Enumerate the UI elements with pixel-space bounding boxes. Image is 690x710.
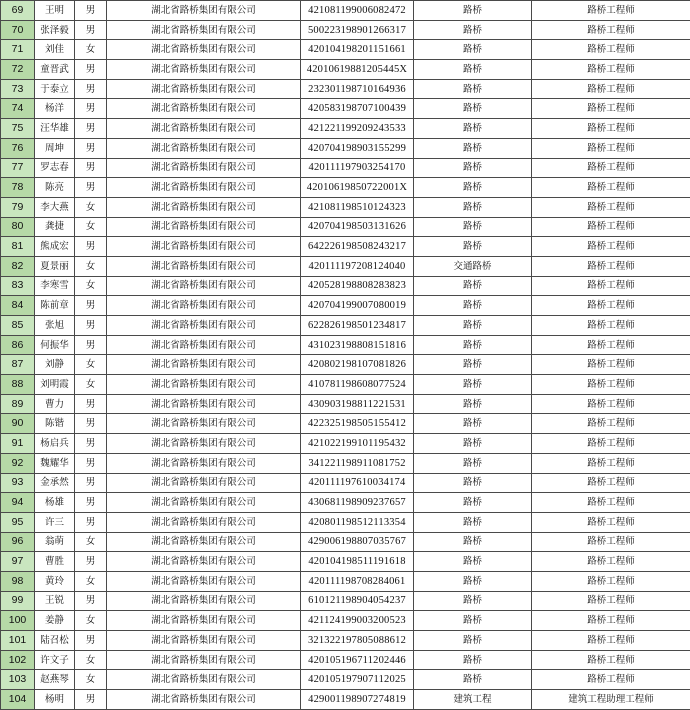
major-cell[interactable]: 路桥 — [414, 296, 532, 316]
id-number-cell[interactable]: 232301198710164936 — [301, 79, 414, 99]
id-number-cell[interactable]: 341221198911081752 — [301, 453, 414, 473]
gender-cell[interactable]: 男 — [75, 158, 107, 178]
company-cell[interactable]: 湖北省路桥集团有限公司 — [107, 631, 301, 651]
id-number-cell[interactable]: 420528198808283823 — [301, 276, 414, 296]
id-number-cell[interactable]: 420111197903254170 — [301, 158, 414, 178]
gender-cell[interactable]: 男 — [75, 237, 107, 257]
company-cell[interactable]: 湖北省路桥集团有限公司 — [107, 178, 301, 198]
major-cell[interactable]: 路桥 — [414, 591, 532, 611]
title-cell[interactable]: 路桥工程师 — [532, 375, 690, 395]
row-number-cell[interactable]: 90 — [1, 414, 35, 434]
table-row — [1, 473, 690, 493]
row-number-cell[interactable]: 87 — [1, 355, 35, 375]
gender-cell[interactable]: 男 — [75, 138, 107, 158]
gender-cell[interactable]: 女 — [75, 217, 107, 237]
gender-cell[interactable]: 男 — [75, 178, 107, 198]
id-number-cell[interactable]: 429001198907274819 — [301, 690, 414, 710]
name-cell[interactable]: 龚捷 — [35, 217, 75, 237]
title-cell[interactable]: 路桥工程师 — [532, 79, 690, 99]
company-cell[interactable]: 湖北省路桥集团有限公司 — [107, 296, 301, 316]
major-cell[interactable]: 交通路桥 — [414, 256, 532, 276]
title-cell[interactable]: 路桥工程师 — [532, 296, 690, 316]
gender-cell[interactable]: 女 — [75, 670, 107, 690]
name-cell[interactable]: 陈亮 — [35, 178, 75, 198]
id-number-cell[interactable]: 642226198508243217 — [301, 237, 414, 257]
row-number-cell[interactable]: 71 — [1, 40, 35, 60]
table-row — [1, 296, 690, 316]
table-body — [1, 1, 690, 710]
major-cell[interactable]: 路桥 — [414, 453, 532, 473]
gender-cell[interactable]: 男 — [75, 690, 107, 710]
row-number-cell[interactable]: 86 — [1, 335, 35, 355]
table-row — [1, 1, 690, 21]
gender-cell[interactable]: 女 — [75, 375, 107, 395]
major-cell[interactable]: 路桥 — [414, 40, 532, 60]
id-number-cell[interactable]: 410781198608077524 — [301, 375, 414, 395]
table-row — [1, 158, 690, 178]
gender-cell[interactable]: 女 — [75, 256, 107, 276]
company-cell[interactable]: 湖北省路桥集团有限公司 — [107, 99, 301, 119]
row-number-cell[interactable]: 93 — [1, 473, 35, 493]
name-cell[interactable]: 童晋武 — [35, 60, 75, 80]
id-number-cell[interactable]: 430903198811221531 — [301, 394, 414, 414]
gender-cell[interactable]: 男 — [75, 79, 107, 99]
company-cell[interactable]: 湖北省路桥集团有限公司 — [107, 119, 301, 139]
major-cell[interactable]: 路桥 — [414, 552, 532, 572]
company-cell[interactable]: 湖北省路桥集团有限公司 — [107, 650, 301, 670]
id-number-cell[interactable]: 420802198107081826 — [301, 355, 414, 375]
row-number-cell[interactable]: 80 — [1, 217, 35, 237]
table-row — [1, 355, 690, 375]
company-cell[interactable]: 湖北省路桥集团有限公司 — [107, 158, 301, 178]
title-cell[interactable]: 路桥工程师 — [532, 158, 690, 178]
major-cell[interactable]: 路桥 — [414, 60, 532, 80]
title-cell[interactable]: 路桥工程师 — [532, 138, 690, 158]
title-cell[interactable]: 路桥工程师 — [532, 552, 690, 572]
id-number-cell[interactable]: 500223198901266317 — [301, 20, 414, 40]
title-cell[interactable]: 路桥工程师 — [532, 591, 690, 611]
name-cell[interactable]: 王明 — [35, 1, 75, 21]
major-cell[interactable]: 建筑工程 — [414, 690, 532, 710]
row-number-cell[interactable]: 96 — [1, 532, 35, 552]
row-number-cell[interactable]: 83 — [1, 276, 35, 296]
id-number-cell[interactable]: 420111198708284061 — [301, 571, 414, 591]
table-row — [1, 532, 690, 552]
row-number-cell[interactable]: 81 — [1, 237, 35, 257]
row-number-cell[interactable]: 79 — [1, 197, 35, 217]
row-number-cell[interactable]: 100 — [1, 611, 35, 631]
table-row — [1, 650, 690, 670]
name-cell[interactable]: 陈前章 — [35, 296, 75, 316]
major-cell[interactable]: 路桥 — [414, 670, 532, 690]
title-cell[interactable]: 路桥工程师 — [532, 276, 690, 296]
id-number-cell[interactable]: 431023198808151816 — [301, 335, 414, 355]
title-cell[interactable]: 路桥工程师 — [532, 434, 690, 454]
table-row — [1, 60, 690, 80]
gender-cell[interactable]: 女 — [75, 532, 107, 552]
id-number-cell[interactable]: 610121198904054237 — [301, 591, 414, 611]
table-row — [1, 256, 690, 276]
name-cell[interactable]: 刘静 — [35, 355, 75, 375]
row-number-cell[interactable]: 94 — [1, 493, 35, 513]
major-cell[interactable]: 路桥 — [414, 631, 532, 651]
major-cell[interactable]: 路桥 — [414, 197, 532, 217]
major-cell[interactable]: 路桥 — [414, 20, 532, 40]
name-cell[interactable]: 杨启兵 — [35, 434, 75, 454]
table-row — [1, 217, 690, 237]
company-cell[interactable]: 湖北省路桥集团有限公司 — [107, 79, 301, 99]
name-cell[interactable]: 杨洋 — [35, 99, 75, 119]
title-cell[interactable]: 路桥工程师 — [532, 256, 690, 276]
gender-cell[interactable]: 女 — [75, 611, 107, 631]
gender-cell[interactable]: 男 — [75, 20, 107, 40]
company-cell[interactable]: 湖北省路桥集团有限公司 — [107, 237, 301, 257]
row-number-cell[interactable]: 99 — [1, 591, 35, 611]
major-cell[interactable]: 路桥 — [414, 355, 532, 375]
gender-cell[interactable]: 男 — [75, 119, 107, 139]
company-cell[interactable]: 湖北省路桥集团有限公司 — [107, 434, 301, 454]
id-number-cell[interactable]: 420104198511191618 — [301, 552, 414, 572]
name-cell[interactable]: 刘明霞 — [35, 375, 75, 395]
table-row — [1, 394, 690, 414]
company-cell[interactable]: 湖北省路桥集团有限公司 — [107, 375, 301, 395]
id-number-cell[interactable]: 420704198503131626 — [301, 217, 414, 237]
title-cell[interactable]: 路桥工程师 — [532, 394, 690, 414]
id-number-cell[interactable]: 421081199006082472 — [301, 1, 414, 21]
title-cell[interactable]: 路桥工程师 — [532, 493, 690, 513]
row-number-cell[interactable]: 101 — [1, 631, 35, 651]
row-number-cell[interactable]: 97 — [1, 552, 35, 572]
id-number-cell[interactable]: 42010619881205445X — [301, 60, 414, 80]
major-cell[interactable]: 路桥 — [414, 276, 532, 296]
title-cell[interactable]: 路桥工程师 — [532, 355, 690, 375]
major-cell[interactable]: 路桥 — [414, 375, 532, 395]
gender-cell[interactable]: 女 — [75, 276, 107, 296]
table-row — [1, 690, 690, 710]
id-number-cell[interactable]: 420105196711202446 — [301, 650, 414, 670]
row-number-cell[interactable]: 92 — [1, 453, 35, 473]
row-number-cell[interactable]: 104 — [1, 690, 35, 710]
gender-cell[interactable]: 男 — [75, 434, 107, 454]
title-cell[interactable]: 路桥工程师 — [532, 1, 690, 21]
id-number-cell[interactable]: 421022199101195432 — [301, 434, 414, 454]
gender-cell[interactable]: 男 — [75, 631, 107, 651]
major-cell[interactable]: 路桥 — [414, 138, 532, 158]
major-cell[interactable]: 路桥 — [414, 119, 532, 139]
gender-cell[interactable]: 男 — [75, 414, 107, 434]
id-number-cell[interactable]: 42010619850722001X — [301, 178, 414, 198]
company-cell[interactable]: 湖北省路桥集团有限公司 — [107, 512, 301, 532]
name-cell[interactable]: 许文子 — [35, 650, 75, 670]
row-number-cell[interactable]: 98 — [1, 571, 35, 591]
id-number-cell[interactable]: 420801198512113354 — [301, 512, 414, 532]
company-cell[interactable]: 湖北省路桥集团有限公司 — [107, 60, 301, 80]
gender-cell[interactable]: 男 — [75, 316, 107, 336]
company-cell[interactable]: 湖北省路桥集团有限公司 — [107, 1, 301, 21]
table-row — [1, 276, 690, 296]
table-row — [1, 335, 690, 355]
gender-cell[interactable]: 男 — [75, 591, 107, 611]
name-cell[interactable]: 李寒雪 — [35, 276, 75, 296]
company-cell[interactable]: 湖北省路桥集团有限公司 — [107, 571, 301, 591]
company-cell[interactable]: 湖北省路桥集团有限公司 — [107, 20, 301, 40]
row-number-cell[interactable]: 74 — [1, 99, 35, 119]
gender-cell[interactable]: 男 — [75, 99, 107, 119]
company-cell[interactable]: 湖北省路桥集团有限公司 — [107, 138, 301, 158]
name-cell[interactable]: 汪华雄 — [35, 119, 75, 139]
table-row — [1, 375, 690, 395]
table-row — [1, 316, 690, 336]
table-row — [1, 512, 690, 532]
row-number-cell[interactable]: 75 — [1, 119, 35, 139]
id-number-cell[interactable]: 321322197805088612 — [301, 631, 414, 651]
title-cell[interactable]: 路桥工程师 — [532, 611, 690, 631]
name-cell[interactable]: 陆召松 — [35, 631, 75, 651]
row-number-cell[interactable]: 89 — [1, 394, 35, 414]
major-cell[interactable]: 路桥 — [414, 650, 532, 670]
row-number-cell[interactable]: 72 — [1, 60, 35, 80]
row-number-cell[interactable]: 76 — [1, 138, 35, 158]
table-row — [1, 453, 690, 473]
gender-cell[interactable]: 男 — [75, 335, 107, 355]
table-row — [1, 237, 690, 257]
title-cell[interactable]: 路桥工程师 — [532, 99, 690, 119]
id-number-cell[interactable]: 429006198807035767 — [301, 532, 414, 552]
name-cell[interactable]: 曹胜 — [35, 552, 75, 572]
row-number-cell[interactable]: 84 — [1, 296, 35, 316]
title-cell[interactable]: 路桥工程师 — [532, 670, 690, 690]
name-cell[interactable]: 曹力 — [35, 394, 75, 414]
title-cell[interactable]: 路桥工程师 — [532, 217, 690, 237]
title-cell[interactable]: 建筑工程助理工程师 — [532, 690, 690, 710]
company-cell[interactable]: 湖北省路桥集团有限公司 — [107, 591, 301, 611]
title-cell[interactable]: 路桥工程师 — [532, 119, 690, 139]
gender-cell[interactable]: 男 — [75, 493, 107, 513]
name-cell[interactable]: 魏耀华 — [35, 453, 75, 473]
table-row — [1, 99, 690, 119]
table-row — [1, 79, 690, 99]
id-number-cell[interactable]: 422325198505155412 — [301, 414, 414, 434]
row-number-cell[interactable]: 70 — [1, 20, 35, 40]
title-cell[interactable]: 路桥工程师 — [532, 316, 690, 336]
table-row — [1, 20, 690, 40]
table-row — [1, 138, 690, 158]
title-cell[interactable]: 路桥工程师 — [532, 414, 690, 434]
table-row — [1, 434, 690, 454]
major-cell[interactable]: 路桥 — [414, 79, 532, 99]
name-cell[interactable]: 张泽毅 — [35, 20, 75, 40]
company-cell[interactable]: 湖北省路桥集团有限公司 — [107, 690, 301, 710]
row-number-cell[interactable]: 69 — [1, 1, 35, 21]
company-cell[interactable]: 湖北省路桥集团有限公司 — [107, 394, 301, 414]
gender-cell[interactable]: 男 — [75, 552, 107, 572]
company-cell[interactable]: 湖北省路桥集团有限公司 — [107, 473, 301, 493]
table-row — [1, 178, 690, 198]
major-cell[interactable]: 路桥 — [414, 473, 532, 493]
row-number-cell[interactable]: 103 — [1, 670, 35, 690]
name-cell[interactable]: 张旭 — [35, 316, 75, 336]
table-row — [1, 119, 690, 139]
company-cell[interactable]: 湖北省路桥集团有限公司 — [107, 355, 301, 375]
name-cell[interactable]: 王锐 — [35, 591, 75, 611]
table-row — [1, 571, 690, 591]
company-cell[interactable]: 湖北省路桥集团有限公司 — [107, 256, 301, 276]
row-number-cell[interactable]: 88 — [1, 375, 35, 395]
name-cell[interactable]: 周坤 — [35, 138, 75, 158]
name-cell[interactable]: 何振华 — [35, 335, 75, 355]
gender-cell[interactable]: 女 — [75, 197, 107, 217]
gender-cell[interactable]: 男 — [75, 296, 107, 316]
id-number-cell[interactable]: 421124199003200523 — [301, 611, 414, 631]
company-cell[interactable]: 湖北省路桥集团有限公司 — [107, 217, 301, 237]
name-cell[interactable]: 黄玲 — [35, 571, 75, 591]
id-number-cell[interactable]: 420104198201151661 — [301, 40, 414, 60]
company-cell[interactable]: 湖北省路桥集团有限公司 — [107, 197, 301, 217]
gender-cell[interactable]: 男 — [75, 1, 107, 21]
id-number-cell[interactable]: 420704198903155299 — [301, 138, 414, 158]
name-cell[interactable]: 李大燕 — [35, 197, 75, 217]
title-cell[interactable]: 路桥工程师 — [532, 197, 690, 217]
table-row — [1, 591, 690, 611]
table-row — [1, 552, 690, 572]
row-number-cell[interactable]: 73 — [1, 79, 35, 99]
id-number-cell[interactable]: 420111197208124040 — [301, 256, 414, 276]
id-number-cell[interactable]: 420105197907112025 — [301, 670, 414, 690]
company-cell[interactable]: 湖北省路桥集团有限公司 — [107, 611, 301, 631]
id-number-cell[interactable]: 421081198510124323 — [301, 197, 414, 217]
table-row — [1, 611, 690, 631]
title-cell[interactable]: 路桥工程师 — [532, 20, 690, 40]
name-cell[interactable]: 熊成宏 — [35, 237, 75, 257]
gender-cell[interactable]: 女 — [75, 40, 107, 60]
company-cell[interactable]: 湖北省路桥集团有限公司 — [107, 532, 301, 552]
company-cell[interactable]: 湖北省路桥集团有限公司 — [107, 453, 301, 473]
row-number-cell[interactable]: 82 — [1, 256, 35, 276]
gender-cell[interactable]: 男 — [75, 60, 107, 80]
title-cell[interactable]: 路桥工程师 — [532, 178, 690, 198]
name-cell[interactable]: 杨雄 — [35, 493, 75, 513]
major-cell[interactable]: 路桥 — [414, 335, 532, 355]
row-number-cell[interactable]: 78 — [1, 178, 35, 198]
major-cell[interactable]: 路桥 — [414, 1, 532, 21]
major-cell[interactable]: 路桥 — [414, 394, 532, 414]
major-cell[interactable]: 路桥 — [414, 512, 532, 532]
table-row — [1, 631, 690, 651]
title-cell[interactable]: 路桥工程师 — [532, 40, 690, 60]
major-cell[interactable]: 路桥 — [414, 217, 532, 237]
table-row — [1, 414, 690, 434]
gender-cell[interactable]: 女 — [75, 355, 107, 375]
gender-cell[interactable]: 男 — [75, 473, 107, 493]
id-number-cell[interactable]: 622826198501234817 — [301, 316, 414, 336]
name-cell[interactable]: 金承然 — [35, 473, 75, 493]
company-cell[interactable]: 湖北省路桥集团有限公司 — [107, 335, 301, 355]
gender-cell[interactable]: 男 — [75, 512, 107, 532]
name-cell[interactable]: 翁萌 — [35, 532, 75, 552]
row-number-cell[interactable]: 77 — [1, 158, 35, 178]
company-cell[interactable]: 湖北省路桥集团有限公司 — [107, 493, 301, 513]
title-cell[interactable]: 路桥工程师 — [532, 453, 690, 473]
name-cell[interactable]: 赵燕琴 — [35, 670, 75, 690]
name-cell[interactable]: 姜静 — [35, 611, 75, 631]
gender-cell[interactable]: 男 — [75, 394, 107, 414]
gender-cell[interactable]: 男 — [75, 453, 107, 473]
gender-cell[interactable]: 女 — [75, 571, 107, 591]
major-cell[interactable]: 路桥 — [414, 434, 532, 454]
company-cell[interactable]: 湖北省路桥集团有限公司 — [107, 670, 301, 690]
major-cell[interactable]: 路桥 — [414, 493, 532, 513]
company-cell[interactable]: 湖北省路桥集团有限公司 — [107, 40, 301, 60]
major-cell[interactable]: 路桥 — [414, 571, 532, 591]
gender-cell[interactable]: 女 — [75, 650, 107, 670]
major-cell[interactable]: 路桥 — [414, 158, 532, 178]
title-cell[interactable]: 路桥工程师 — [532, 237, 690, 257]
title-cell[interactable]: 路桥工程师 — [532, 532, 690, 552]
name-cell[interactable]: 于泰立 — [35, 79, 75, 99]
name-cell[interactable]: 许三 — [35, 512, 75, 532]
name-cell[interactable]: 刘佳 — [35, 40, 75, 60]
row-number-cell[interactable]: 91 — [1, 434, 35, 454]
name-cell[interactable]: 罗志春 — [35, 158, 75, 178]
major-cell[interactable]: 路桥 — [414, 316, 532, 336]
id-number-cell[interactable]: 421221199209243533 — [301, 119, 414, 139]
name-cell[interactable]: 夏景丽 — [35, 256, 75, 276]
name-cell[interactable]: 杨明 — [35, 690, 75, 710]
major-cell[interactable]: 路桥 — [414, 99, 532, 119]
major-cell[interactable]: 路桥 — [414, 178, 532, 198]
title-cell[interactable]: 路桥工程师 — [532, 473, 690, 493]
table-row — [1, 40, 690, 60]
title-cell[interactable]: 路桥工程师 — [532, 571, 690, 591]
id-number-cell[interactable]: 430681198909237657 — [301, 493, 414, 513]
major-cell[interactable]: 路桥 — [414, 237, 532, 257]
table-row — [1, 670, 690, 690]
title-cell[interactable]: 路桥工程师 — [532, 60, 690, 80]
row-number-cell[interactable]: 85 — [1, 316, 35, 336]
id-number-cell[interactable]: 420583198707100439 — [301, 99, 414, 119]
table-row — [1, 197, 690, 217]
id-number-cell[interactable]: 420704199007080019 — [301, 296, 414, 316]
company-cell[interactable]: 湖北省路桥集团有限公司 — [107, 316, 301, 336]
title-cell[interactable]: 路桥工程师 — [532, 335, 690, 355]
title-cell[interactable]: 路桥工程师 — [532, 650, 690, 670]
company-cell[interactable]: 湖北省路桥集团有限公司 — [107, 552, 301, 572]
id-number-cell[interactable]: 420111197610034174 — [301, 473, 414, 493]
major-cell[interactable]: 路桥 — [414, 532, 532, 552]
row-number-cell[interactable]: 102 — [1, 650, 35, 670]
name-cell[interactable]: 陈锴 — [35, 414, 75, 434]
title-cell[interactable]: 路桥工程师 — [532, 512, 690, 532]
major-cell[interactable]: 路桥 — [414, 611, 532, 631]
row-number-cell[interactable]: 95 — [1, 512, 35, 532]
company-cell[interactable]: 湖北省路桥集团有限公司 — [107, 414, 301, 434]
table-row — [1, 493, 690, 513]
company-cell[interactable]: 湖北省路桥集团有限公司 — [107, 276, 301, 296]
title-cell[interactable]: 路桥工程师 — [532, 631, 690, 651]
major-cell[interactable]: 路桥 — [414, 414, 532, 434]
